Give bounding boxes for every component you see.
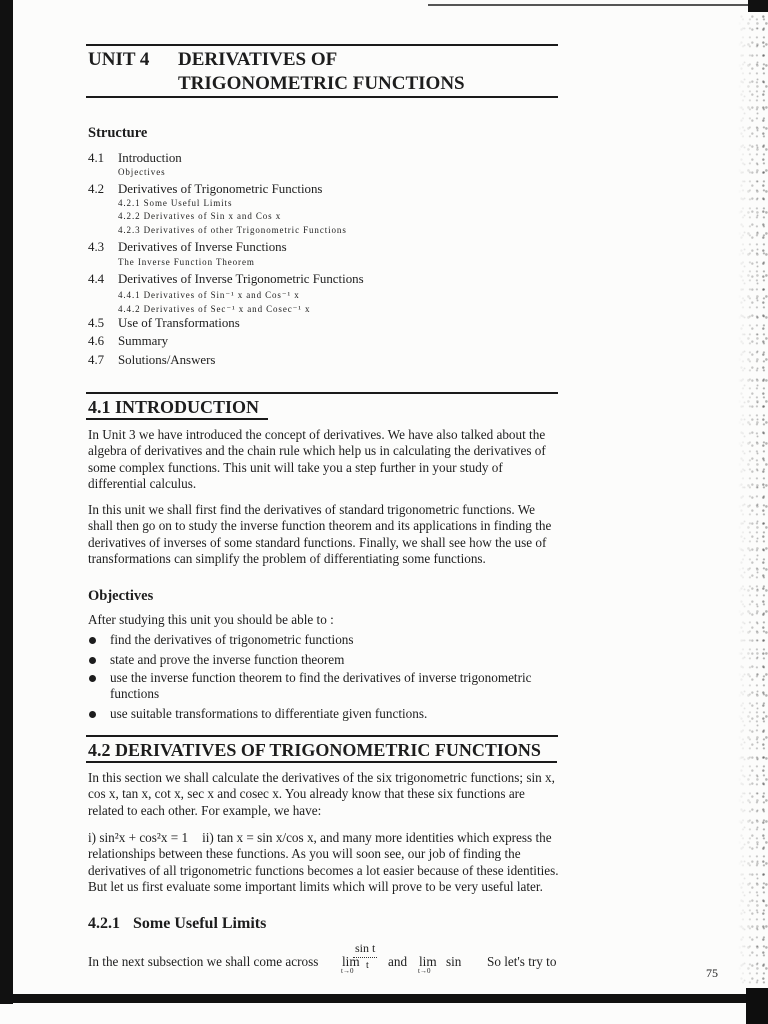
limit-operator: lim	[342, 954, 360, 969]
structure-item-number: 4.5	[88, 315, 105, 330]
unit-number: UNIT 4	[88, 49, 150, 70]
section-rule	[86, 735, 558, 737]
bullet-item	[110, 706, 427, 722]
objectives-lead	[88, 612, 334, 628]
paragraph-line: cos x, tan x, cot x, sec x and cosec x. You already know that these six functions are	[88, 786, 525, 802]
bullet-text: use the inverse function theorem to find the derivatives of inverse trigonometric	[110, 669, 532, 685]
identity-pythagorean: i) sin²x + cos²x = 1	[88, 829, 189, 845]
identity-tangent: ii) tan x = sin x/cos x, and many more identities which express the	[202, 829, 552, 845]
paragraph-line: derivatives of inverses of some standard functions. Finally, we shall see how the use of	[88, 534, 547, 550]
fraction-bar	[353, 957, 377, 958]
fraction-denominator: t	[366, 960, 369, 971]
structure-item-label: Derivatives of Inverse Functions	[118, 239, 287, 254]
paragraph	[88, 830, 559, 896]
structure-item-label: Derivatives of Inverse Trigonometric Functions	[118, 271, 364, 286]
bullet-icon	[89, 711, 96, 718]
structure-item-label: Solutions/Answers	[118, 352, 216, 367]
paragraph-line: related to each other. For example, we have:	[88, 802, 322, 818]
bullet-text: functions	[110, 686, 160, 702]
paragraph-line: transformations can simplify the problem of differentiating some functions.	[88, 551, 486, 567]
scan-corner-top-right	[748, 0, 768, 12]
structure-item-number: 4.3	[88, 239, 105, 254]
paragraph-line: relationships between these functions. As you will soon see, our job of finding the	[88, 846, 521, 862]
bullet-icon	[89, 675, 96, 682]
bullet-item	[110, 652, 344, 668]
structure-subitem: Objectives	[118, 166, 166, 177]
identity-line	[88, 830, 559, 846]
scan-corner-bottom-right	[746, 988, 768, 1024]
section-heading: 4.1 INTRODUCTION	[88, 397, 260, 417]
limit-subscript: t→0	[341, 967, 354, 975]
bullet-text: find the derivatives of trigonometric functions	[110, 631, 354, 647]
structure-item-label: Introduction	[118, 150, 182, 165]
scan-noise-right	[738, 14, 768, 986]
page-number: 75	[706, 966, 718, 980]
bullet-item	[110, 670, 532, 703]
scan-border-bottom	[0, 994, 748, 1003]
structure-heading: Structure	[88, 125, 148, 141]
paragraph-line: algebra of derivatives and the chain rule which help us in calculating the derivatives of	[88, 443, 546, 459]
bullet-text: state and prove the inverse function theorem	[110, 651, 345, 667]
section-heading-underline	[86, 418, 268, 420]
subsection-title: Some Useful Limits	[133, 915, 267, 932]
structure-item-number: 4.1	[88, 150, 105, 165]
line-tail-text: So let's try to	[487, 954, 557, 969]
paragraph-line: some complex functions. This unit will take you a step further in your study of	[88, 459, 503, 475]
structure-subitem: 4.4.1 Derivatives of Sin⁻¹ x and Cos⁻¹ x	[118, 289, 300, 300]
paragraph-line: After studying this unit you should be able to :	[88, 611, 334, 627]
structure-item-number: 4.6	[88, 333, 105, 348]
structure-item-number: 4.4	[88, 271, 105, 286]
structure-item-label: Use of Transformations	[118, 315, 240, 330]
paragraph	[88, 502, 551, 568]
limit-function: sin	[446, 954, 462, 969]
structure-item-number: 4.2	[88, 181, 105, 196]
line-lead-text: In the next subsection we shall come across	[88, 954, 319, 969]
limit-operator: lim	[419, 954, 437, 969]
paragraph-line: In Unit 3 we have introduced the concept of derivatives. We have also talked about the	[88, 426, 546, 442]
section-rule	[86, 392, 558, 394]
structure-subitem: 4.4.2 Derivatives of Sec⁻¹ x and Cosec⁻¹ x	[118, 303, 311, 314]
objectives-heading: Objectives	[88, 588, 154, 604]
paragraph-line: In this section we shall calculate the derivatives of the six trigonometric functions; sin x,	[88, 769, 555, 785]
bullet-icon	[89, 637, 96, 644]
paragraph-line: differential calculus.	[88, 476, 197, 492]
conjunction-text: and	[388, 954, 408, 969]
section-heading: 4.2 DERIVATIVES OF TRIGONOMETRIC FUNCTIONS	[88, 740, 541, 760]
scan-top-line	[428, 4, 748, 6]
structure-item-number: 4.7	[88, 352, 105, 367]
scan-border-left	[0, 0, 13, 1004]
paragraph	[88, 427, 546, 493]
paragraph-line: shall then go on to study the inverse function theorem and its applications in finding the	[88, 518, 552, 534]
limit-subscript: t→0	[418, 967, 431, 975]
structure-item-label: Derivatives of Trigonometric Functions	[118, 181, 323, 196]
paragraph-line: In this unit we shall first find the derivatives of standard trigonometric functions. We	[88, 501, 535, 517]
structure-subitem: 4.2.3 Derivatives of other Trigonometric Functions	[118, 224, 347, 235]
bullet-item	[110, 632, 354, 648]
section-heading-underline	[86, 761, 557, 763]
paragraph	[88, 770, 555, 819]
fraction-numerator: sin t	[355, 941, 376, 955]
paragraph-line: But let us first evaluate some important limits which will prove to be very useful later.	[88, 879, 543, 895]
structure-subitem: 4.2.1 Some Useful Limits	[118, 197, 233, 208]
subsection-number: 4.2.1	[88, 915, 120, 932]
structure-subitem: The Inverse Function Theorem	[118, 256, 255, 267]
bullet-icon	[89, 657, 96, 664]
unit-title-line-1: DERIVATIVES OF	[178, 49, 338, 70]
header-rule-bottom	[86, 96, 558, 98]
structure-subitem: 4.2.2 Derivatives of Sin x and Cos x	[118, 210, 282, 221]
bullet-text: use suitable transformations to differentiate given functions.	[110, 705, 428, 721]
structure-item-label: Summary	[118, 333, 169, 348]
header-rule-top	[86, 44, 558, 46]
paragraph-line: derivatives of all trigonometric functions becomes a lot easier because of these identities.	[88, 862, 559, 878]
unit-title-line-2: TRIGONOMETRIC FUNCTIONS	[178, 73, 465, 94]
